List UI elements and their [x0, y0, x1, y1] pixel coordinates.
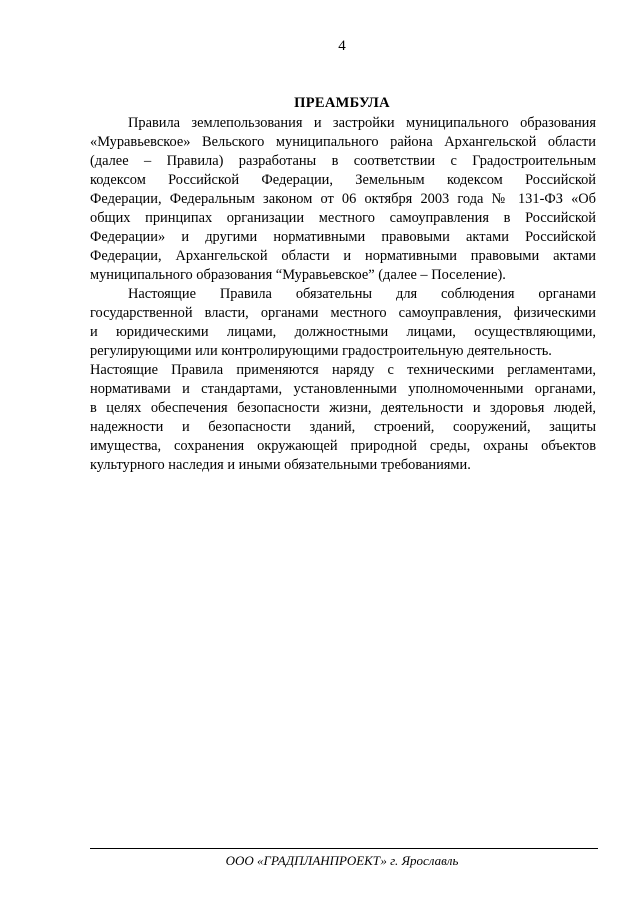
- paragraph-line: Правила землепользования и застройки муниципального образования: [128, 115, 596, 131]
- paragraph-line: имущества, сохранения окружающей природной среды, охраны объектов: [90, 438, 596, 454]
- paragraph-line: Настоящие Правила обязательны для соблюдения органами: [128, 286, 596, 302]
- paragraph-line: культурного наследия и иными обязательными требованиями.: [90, 457, 471, 473]
- paragraph-line: муниципального образования “Муравьевское” (далее – Поселение).: [90, 267, 506, 283]
- footer-divider: [90, 848, 598, 849]
- paragraph-line: кодексом Российской Федерации, Земельным кодексом Российской: [90, 172, 596, 188]
- paragraph-line: в целях обеспечения безопасности жизни, деятельности и здоровья людей,: [90, 400, 596, 416]
- paragraph-line: Федерации, Архангельской области и нормативными правовыми актами: [90, 248, 596, 264]
- paragraph-line: надежности и безопасности зданий, строений, сооружений, защиты: [90, 419, 596, 435]
- paragraph-line: нормативами и стандартами, установленными уполномоченными органами,: [90, 381, 596, 397]
- paragraph-line: регулирующими или контролирующими градостроительную деятельность.: [90, 343, 552, 359]
- paragraph-line: Настоящие Правила применяются наряду с техническими регламентами,: [90, 362, 596, 378]
- paragraph-line: «Муравьевское» Вельского муниципального района Архангельской области: [90, 134, 596, 150]
- document-heading: ПРЕАМБУЛА: [294, 95, 390, 111]
- paragraph-line: общих принципах организации местного самоуправления в Российской: [90, 210, 596, 226]
- paragraph-line: (далее – Правила) разработаны в соответствии с Градостроительным: [90, 153, 596, 169]
- paragraph-line: Федерации, Федеральным законом от 06 октября 2003 года № 131-ФЗ «Об: [90, 191, 596, 207]
- page-number: 4: [338, 38, 346, 54]
- footer-text: ООО «ГРАДПЛАНПРОЕКТ» г. Ярославль: [225, 853, 459, 868]
- paragraph-line: государственной власти, органами местного самоуправления, физическими: [90, 305, 596, 321]
- paragraph-line: и юридическими лицами, должностными лицами, осуществляющими,: [90, 324, 596, 340]
- paragraph-line: Федерации» и другими нормативными правовыми актами Российской: [90, 229, 596, 245]
